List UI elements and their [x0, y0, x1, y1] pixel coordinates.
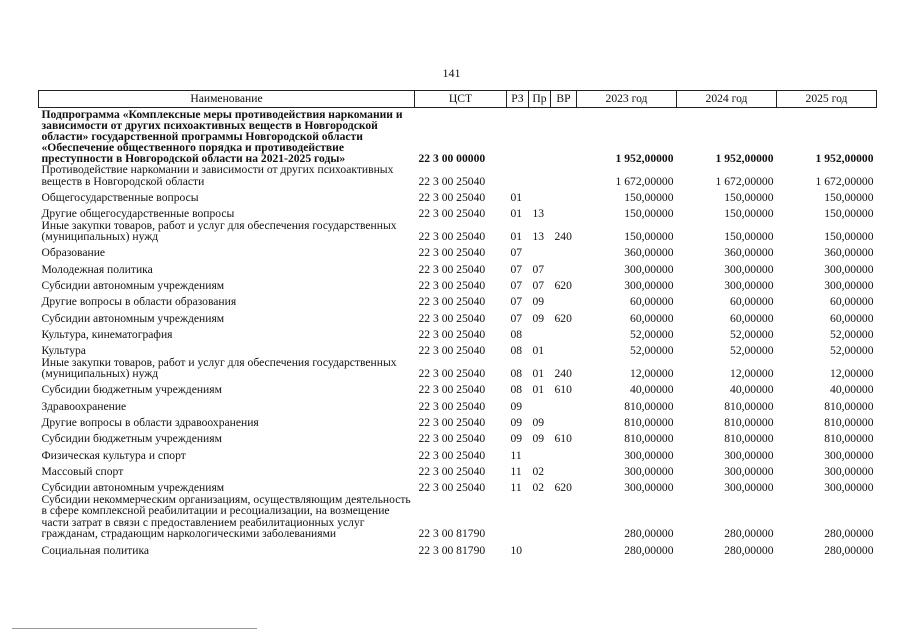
table-row: [39, 477, 877, 493]
cell-vr: [551, 164, 577, 187]
cell-2023: 150,00000: [624, 190, 674, 204]
cell-name: Субсидии бюджетным учреждениям: [41, 383, 222, 397]
cell-pr: [529, 187, 551, 203]
cell-2025: 40,00000: [830, 383, 874, 397]
cell-2023: 300,00000: [624, 481, 674, 495]
cell-cst: 22 3 00 25040: [418, 311, 486, 325]
cell-2025: 300,00000: [824, 448, 874, 462]
cell-2025: 60,00000: [830, 295, 874, 309]
cell-vr: 620: [554, 311, 572, 325]
header-2025: 2025 год: [777, 91, 877, 108]
table-row: [39, 340, 877, 356]
cell-name: Образование: [41, 246, 106, 260]
cell-name: Социальная политика: [41, 543, 150, 557]
cell-pr: 02: [532, 481, 545, 495]
cell-2024: 300,00000: [724, 448, 774, 462]
cell-rz: 08: [510, 367, 523, 381]
table-row: [39, 396, 877, 412]
cell-2025: 280,00000: [824, 527, 874, 541]
cell-vr: [551, 340, 577, 356]
table-header: [39, 91, 877, 108]
cell-vr: 620: [554, 278, 572, 292]
cell-2023: 40,00000: [630, 383, 674, 397]
cell-rz: 07: [510, 262, 523, 276]
cell-vr: [551, 540, 577, 556]
cell-pr: [529, 494, 551, 540]
cell-pr: 09: [532, 311, 545, 325]
cell-2024: 1 672,00000: [715, 174, 774, 188]
cell-2025: 52,00000: [830, 344, 874, 358]
header-2024: 2024 год: [677, 91, 777, 108]
cell-name: Физическая культура и спорт: [41, 448, 186, 462]
cell-2023: 280,00000: [624, 543, 674, 557]
cell-vr: [551, 412, 577, 428]
cell-pr: [529, 324, 551, 340]
cell-2024: 810,00000: [724, 432, 774, 446]
cell-name: Массовый спорт: [41, 464, 124, 478]
cell-2023: 300,00000: [624, 448, 674, 462]
cell-cst: 22 3 00 25040: [418, 207, 486, 221]
cell-pr: 02: [532, 464, 545, 478]
cell-vr: [551, 259, 577, 275]
cell-pr: 01: [532, 383, 545, 397]
cell-2023: 810,00000: [624, 399, 674, 413]
cell-pr: 09: [532, 295, 545, 309]
cell-2024: 810,00000: [724, 416, 774, 430]
cell-rz: 10: [510, 543, 523, 557]
cell-2025: 300,00000: [824, 481, 874, 495]
cell-pr: 13: [532, 230, 545, 244]
cell-2025: 150,00000: [824, 230, 874, 244]
cell-2023: 52,00000: [630, 327, 674, 341]
table-row: [39, 357, 877, 380]
cell-2024: 300,00000: [724, 278, 774, 292]
cell-pr: 01: [532, 367, 545, 381]
cell-rz: [507, 494, 529, 540]
cell-rz: 09: [510, 432, 523, 446]
cell-2024: 60,00000: [730, 311, 774, 325]
cell-name: Иные закупки товаров, работ и услуг для обеспечения государственных (муниципальных) нужд: [41, 355, 397, 381]
cell-2024: 52,00000: [730, 344, 774, 358]
table-row: [39, 308, 877, 324]
cell-2023: 60,00000: [630, 311, 674, 325]
cell-cst: 22 3 00 25040: [418, 416, 486, 430]
cell-name: Субсидии бюджетным учреждениям: [41, 432, 222, 446]
table-row: [39, 324, 877, 340]
table-row: [39, 243, 877, 259]
cell-cst: 22 3 00 25040: [418, 174, 486, 188]
cell-cst: 22 3 00 25040: [418, 481, 486, 495]
cell-rz: 11: [510, 464, 522, 478]
cell-name: Субсидии автономным учреждениям: [41, 278, 225, 292]
cell-pr: [529, 445, 551, 461]
cell-rz: 11: [510, 448, 522, 462]
cell-cst: 22 3 00 25040: [418, 432, 486, 446]
page-number: 141: [442, 66, 461, 80]
cell-2023: 150,00000: [624, 230, 674, 244]
cell-name: Подпрограмма «Комплексные меры противодействия наркомании и зависимости от других психоактивных веществ в Новгородской области» государственной программы Новгородской области «Обеспечение общественного порядка и противодействие преступности в Новгородской области на 2021-2025 годы»: [41, 108, 403, 165]
cell-name: Общегосударственные вопросы: [41, 190, 199, 204]
cell-rz: 08: [510, 383, 523, 397]
cell-2024: 1 952,00000: [715, 151, 774, 165]
cell-2024: 300,00000: [724, 464, 774, 478]
cell-vr: 620: [554, 481, 572, 495]
header-cst: ЦСТ: [415, 91, 507, 108]
cell-pr: 13: [532, 207, 545, 221]
cell-cst: 22 3 00 25040: [418, 278, 486, 292]
cell-2023: 810,00000: [624, 432, 674, 446]
cell-rz: 09: [510, 399, 523, 413]
cell-2023: 12,00000: [630, 367, 674, 381]
table-row: [39, 259, 877, 275]
cell-rz: 07: [510, 295, 523, 309]
budget-table: [38, 90, 877, 556]
cell-vr: [551, 291, 577, 307]
cell-2024: 280,00000: [724, 543, 774, 557]
cell-name: Другие вопросы в области образования: [41, 295, 237, 309]
table-body: [39, 108, 877, 557]
cell-rz: [507, 164, 529, 187]
cell-2023: 300,00000: [624, 278, 674, 292]
cell-name: Здравоохранение: [41, 399, 127, 413]
cell-name: Субсидии некоммерческим организациям, осуществляющим деятельность в сфере комплексной реабилитации и ресоциализации, на возмещение части затрат в связи с предоставлением реабилитационных услуг гражданам, страдающим наркологическими заболеваниями: [41, 492, 411, 541]
table-row: [39, 275, 877, 291]
cell-2025: 12,00000: [830, 367, 874, 381]
cell-2023: 300,00000: [624, 262, 674, 276]
table-row: [39, 187, 877, 203]
table-row: [39, 445, 877, 461]
cell-vr: [551, 187, 577, 203]
cell-2025: 300,00000: [824, 464, 874, 478]
cell-name: Иные закупки товаров, работ и услуг для обеспечения государственных (муниципальных) нужд: [41, 218, 397, 244]
cell-vr: [551, 108, 577, 165]
cell-2025: 810,00000: [824, 416, 874, 430]
cell-2024: 40,00000: [730, 383, 774, 397]
cell-cst: 22 3 00 81790: [418, 543, 486, 557]
cell-2023: 360,00000: [624, 246, 674, 260]
cell-2024: 280,00000: [724, 527, 774, 541]
cell-2025: 810,00000: [824, 399, 874, 413]
cell-cst: 22 3 00 81790: [418, 527, 486, 541]
table-row: [39, 291, 877, 307]
cell-vr: 240: [554, 230, 572, 244]
cell-2025: 150,00000: [824, 207, 874, 221]
header-name: Наименование: [39, 91, 415, 108]
cell-name: Культура: [41, 344, 86, 358]
cell-2024: 360,00000: [724, 246, 774, 260]
cell-pr: 01: [532, 344, 545, 358]
cell-2023: 810,00000: [624, 416, 674, 430]
cell-2024: 60,00000: [730, 295, 774, 309]
cell-cst: 22 3 00 25040: [418, 262, 486, 276]
cell-2025: 1 672,00000: [815, 174, 874, 188]
cell-vr: 610: [554, 383, 572, 397]
cell-rz: 01: [510, 190, 523, 204]
cell-cst: 22 3 00 25040: [418, 383, 486, 397]
cell-rz: 11: [510, 481, 522, 495]
cell-pr: [529, 540, 551, 556]
cell-2023: 300,00000: [624, 464, 674, 478]
table-row: [39, 461, 877, 477]
table-row: [39, 203, 877, 219]
header-rz: РЗ: [507, 91, 529, 108]
cell-rz: [507, 108, 529, 165]
cell-2025: 300,00000: [824, 278, 874, 292]
cell-2024: 52,00000: [730, 327, 774, 341]
cell-cst: 22 3 00 00000: [418, 151, 486, 165]
cell-2023: 1 672,00000: [615, 174, 674, 188]
cell-cst: 22 3 00 25040: [418, 367, 486, 381]
cell-pr: 07: [532, 278, 545, 292]
cell-vr: 240: [554, 367, 572, 381]
cell-2024: 150,00000: [724, 207, 774, 221]
cell-2025: 52,00000: [830, 327, 874, 341]
cell-2023: 280,00000: [624, 527, 674, 541]
cell-pr: 09: [532, 432, 545, 446]
table-row: [39, 380, 877, 396]
cell-name: Субсидии автономным учреждениям: [41, 481, 225, 495]
cell-2024: 300,00000: [724, 481, 774, 495]
cell-2023: 1 952,00000: [615, 151, 674, 165]
table-row: [39, 412, 877, 428]
cell-name: Другие общегосударственные вопросы: [41, 207, 235, 221]
cell-2024: 300,00000: [724, 262, 774, 276]
cell-rz: 07: [510, 278, 523, 292]
table-row: [39, 164, 877, 187]
cell-2024: 810,00000: [724, 399, 774, 413]
cell-vr: [551, 396, 577, 412]
cell-2023: 150,00000: [624, 207, 674, 221]
cell-pr: [529, 243, 551, 259]
cell-2025: 810,00000: [824, 432, 874, 446]
header-2023: 2023 год: [577, 91, 677, 108]
cell-vr: 610: [554, 432, 572, 446]
cell-rz: 08: [510, 344, 523, 358]
cell-cst: 22 3 00 25040: [418, 190, 486, 204]
cell-2023: 60,00000: [630, 295, 674, 309]
cell-pr: [529, 396, 551, 412]
cell-cst: 22 3 00 25040: [418, 295, 486, 309]
cell-2025: 150,00000: [824, 190, 874, 204]
table-row: [39, 220, 877, 243]
cell-vr: [551, 461, 577, 477]
table-row: [39, 540, 877, 556]
cell-2025: 360,00000: [824, 246, 874, 260]
cell-rz: 07: [510, 311, 523, 325]
footnote-rule: [12, 628, 257, 629]
cell-rz: 01: [510, 207, 523, 221]
cell-name: Противодействие наркомании и зависимости от других психоактивных веществ в Новгородской области: [41, 163, 394, 188]
cell-pr: 07: [532, 262, 545, 276]
cell-vr: [551, 243, 577, 259]
table-row: [39, 494, 877, 540]
cell-pr: [529, 108, 551, 165]
cell-2025: 280,00000: [824, 543, 874, 557]
cell-cst: 22 3 00 25040: [418, 399, 486, 413]
cell-name: Субсидии автономным учреждениям: [41, 311, 225, 325]
cell-2023: 52,00000: [630, 344, 674, 358]
cell-vr: [551, 494, 577, 540]
cell-cst: 22 3 00 25040: [418, 464, 486, 478]
cell-cst: 22 3 00 25040: [418, 230, 486, 244]
cell-vr: [551, 324, 577, 340]
table-row: [39, 108, 877, 165]
cell-cst: 22 3 00 25040: [418, 327, 486, 341]
table-row: [39, 429, 877, 445]
cell-name: Культура, кинематография: [41, 327, 173, 341]
cell-name: Другие вопросы в области здравоохранения: [41, 416, 259, 430]
header-pr: Пр: [529, 91, 551, 108]
cell-cst: 22 3 00 25040: [418, 344, 486, 358]
cell-2025: 300,00000: [824, 262, 874, 276]
cell-cst: 22 3 00 25040: [418, 448, 486, 462]
cell-name: Молодежная политика: [41, 262, 153, 276]
cell-2024: 12,00000: [730, 367, 774, 381]
cell-2025: 60,00000: [830, 311, 874, 325]
cell-2024: 150,00000: [724, 190, 774, 204]
cell-rz: 07: [510, 246, 523, 260]
cell-rz: 01: [510, 230, 523, 244]
cell-cst: 22 3 00 25040: [418, 246, 486, 260]
cell-pr: 09: [532, 416, 545, 430]
cell-pr: [529, 164, 551, 187]
cell-vr: [551, 203, 577, 219]
header-vr: ВР: [551, 91, 577, 108]
cell-2024: 150,00000: [724, 230, 774, 244]
cell-rz: 08: [510, 327, 523, 341]
cell-vr: [551, 445, 577, 461]
cell-2025: 1 952,00000: [815, 151, 874, 165]
cell-rz: 09: [510, 416, 523, 430]
